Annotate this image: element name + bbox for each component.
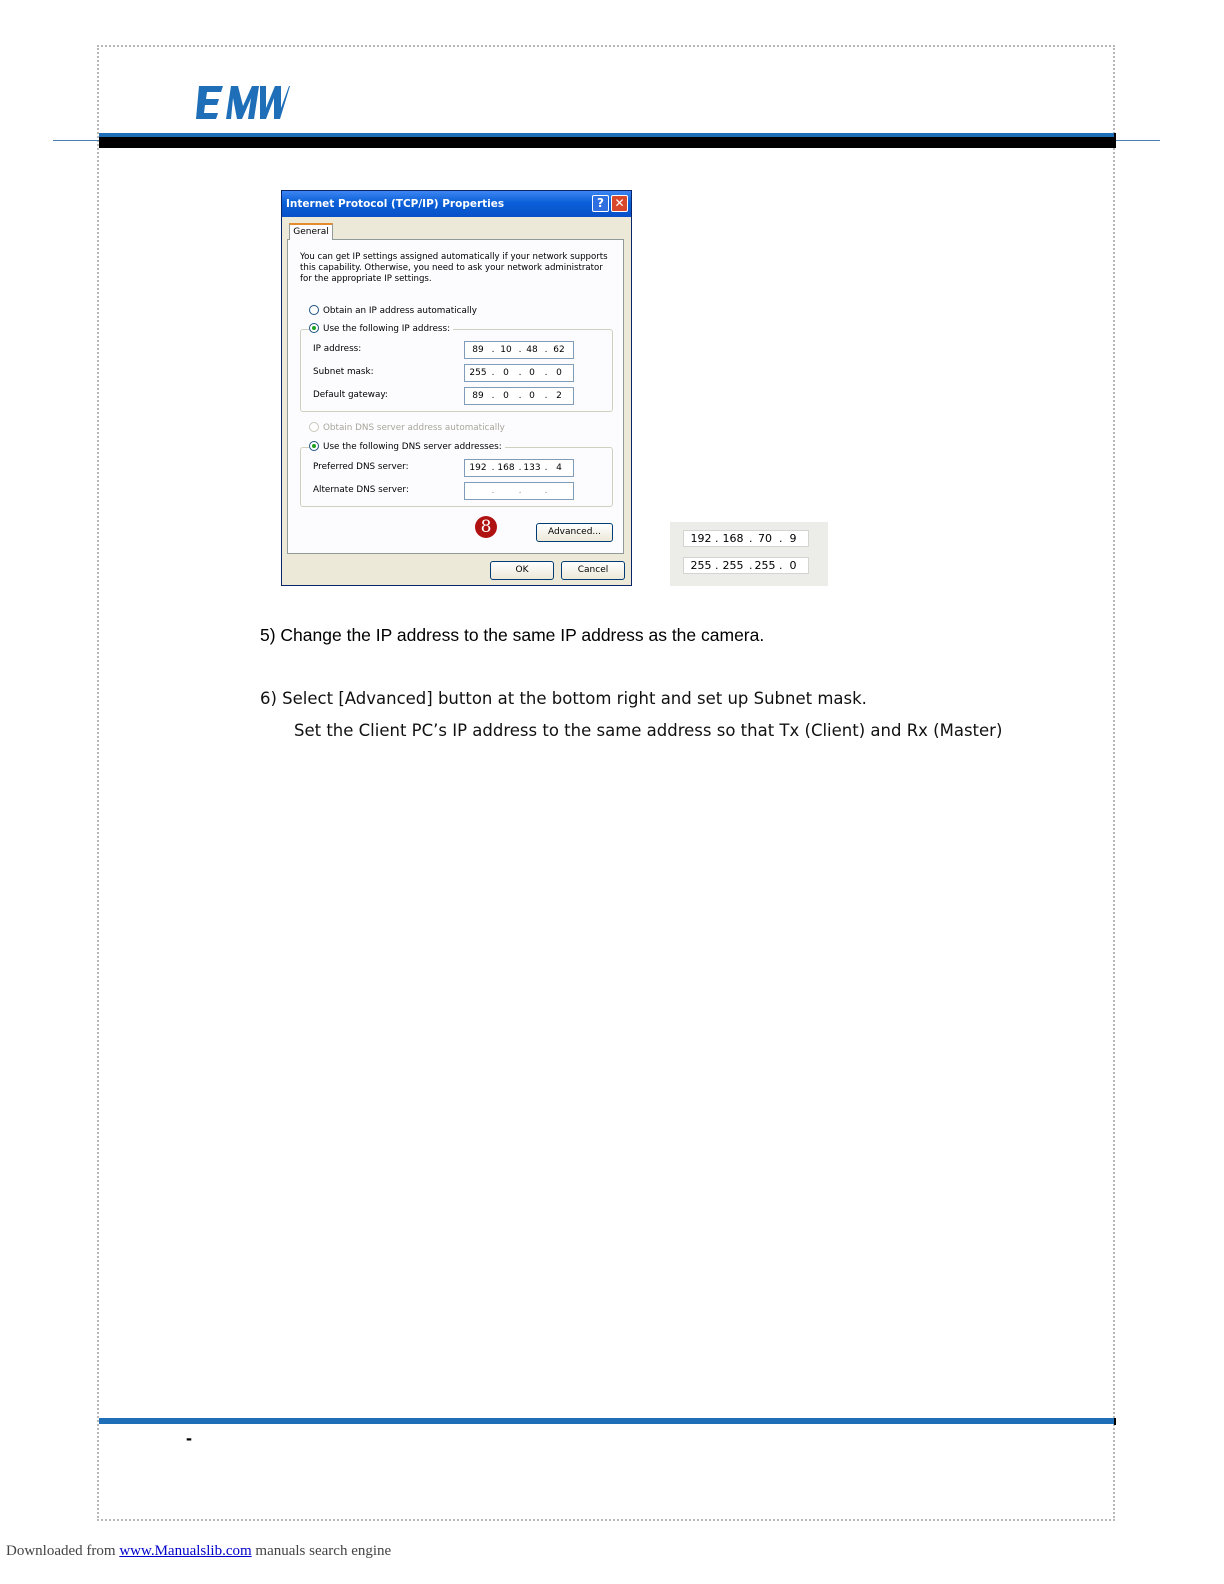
radio-auto-ip-label: Obtain an IP address automatically (323, 306, 477, 316)
radio-auto-dns-label: Obtain DNS server address automatically (323, 423, 505, 433)
radio-manual-dns-row[interactable] (309, 441, 505, 453)
tcpip-properties-dialog (281, 190, 632, 586)
radio-manual-ip[interactable] (309, 323, 319, 333)
gateway-octet-4: 2 (556, 391, 562, 401)
help-button[interactable]: ? (592, 195, 609, 212)
tab-general[interactable]: General (289, 223, 333, 240)
close-button[interactable]: ✕ (611, 195, 628, 212)
ip-octet-1: 89 (472, 345, 484, 355)
dialog-description: You can get IP settings assigned automatically if your network supports this capability. Otherwise, you need to ask your network administrator for the appropriate IP settings. (300, 252, 608, 284)
ip-octet-3: 48 (526, 345, 538, 355)
subnet-octet-1: 255 (469, 368, 487, 378)
snippet-subnet-octet-3: 255 (754, 559, 776, 572)
default-gateway-label: Default gateway: (313, 390, 388, 400)
radio-auto-dns[interactable] (309, 422, 319, 432)
snippet-ip-octet-4: 9 (789, 532, 797, 545)
snippet-subnet-field: 255 . 255 . 255 . 0 (683, 557, 809, 574)
default-gateway-field[interactable]: 89 . 0 . 0 . 2 (464, 387, 574, 405)
download-suffix: manuals search engine (255, 1543, 392, 1559)
preferred-dns-field[interactable]: 192 . 168 . 133 . 4 (464, 459, 574, 477)
subnet-mask-label: Subnet mask: (313, 367, 374, 377)
radio-auto-ip[interactable] (309, 305, 319, 315)
gateway-octet-1: 89 (472, 391, 484, 401)
footer-tick (1114, 1418, 1116, 1425)
ip-address-label: IP address: (313, 344, 362, 354)
ip-snippet (670, 522, 828, 586)
header-rule-right (1116, 140, 1160, 141)
snippet-ip-octet-2: 168 (722, 532, 744, 545)
snippet-ip-octet-3: 70 (758, 532, 772, 545)
dialog-titlebar (282, 191, 631, 217)
snippet-subnet-octet-1: 255 (690, 559, 712, 572)
manualslib-link[interactable]: www.Manualslib.com (119, 1543, 252, 1559)
radio-manual-dns-label: Use the following DNS server addresses: (323, 442, 502, 452)
dialog-title: Internet Protocol (TCP/IP) Properties (286, 198, 505, 210)
advanced-button[interactable]: Advanced... (536, 523, 613, 542)
header-rule-left (53, 140, 99, 141)
alternate-dns-label: Alternate DNS server: (313, 485, 409, 495)
header-black-bar (99, 137, 1115, 148)
step-5-text: 5) Change the IP address to the same IP address as the camera. (260, 625, 765, 645)
snippet-subnet-octet-2: 255 (722, 559, 744, 572)
pref-dns-octet-2: 168 (497, 463, 515, 473)
cancel-button[interactable]: Cancel (561, 561, 625, 580)
preferred-dns-label: Preferred DNS server: (313, 462, 409, 472)
snippet-ip-field: 192 . 168 . 70 . 9 (683, 530, 809, 547)
step-6-text: 6) Select [Advanced] button at the bottom right and set up Subnet mask. (260, 689, 867, 708)
download-prefix: Downloaded from (6, 1543, 116, 1559)
ip-octet-4: 62 (553, 345, 565, 355)
pref-dns-octet-4: 4 (556, 463, 562, 473)
step-8-badge: 8 (475, 516, 497, 538)
snippet-ip-octet-1: 192 (690, 532, 712, 545)
pref-dns-octet-3: 133 (523, 463, 541, 473)
subnet-mask-field[interactable]: 255 . 0 . 0 . 0 (464, 364, 574, 382)
download-credit (6, 1543, 391, 1560)
pref-dns-octet-1: 192 (469, 463, 487, 473)
ok-button[interactable]: OK (490, 561, 554, 580)
radio-manual-ip-label: Use the following IP address: (323, 324, 451, 334)
subnet-octet-2: 0 (503, 368, 509, 378)
radio-manual-ip-row[interactable] (309, 323, 453, 335)
radio-auto-dns-row[interactable] (309, 422, 505, 434)
step-6-continuation: Set the Client PC’s IP address to the same address so that Tx (Client) and Rx (Master) (294, 721, 1003, 740)
subnet-octet-4: 0 (556, 368, 562, 378)
radio-auto-ip-row[interactable] (309, 305, 477, 317)
subnet-octet-3: 0 (529, 368, 535, 378)
ip-octet-2: 10 (500, 345, 512, 355)
radio-manual-dns[interactable] (309, 441, 319, 451)
gateway-octet-2: 0 (503, 391, 509, 401)
emw-logo (196, 84, 290, 120)
gateway-octet-3: 0 (529, 391, 535, 401)
alternate-dns-field[interactable]: . . . (464, 482, 574, 500)
snippet-subnet-octet-4: 0 (789, 559, 797, 572)
header-tick (1114, 133, 1116, 148)
ip-address-field[interactable]: 89 . 10 . 48 . 62 (464, 341, 574, 359)
page-number-dash: - (186, 1428, 192, 1448)
footer-blue-bar (99, 1418, 1115, 1424)
